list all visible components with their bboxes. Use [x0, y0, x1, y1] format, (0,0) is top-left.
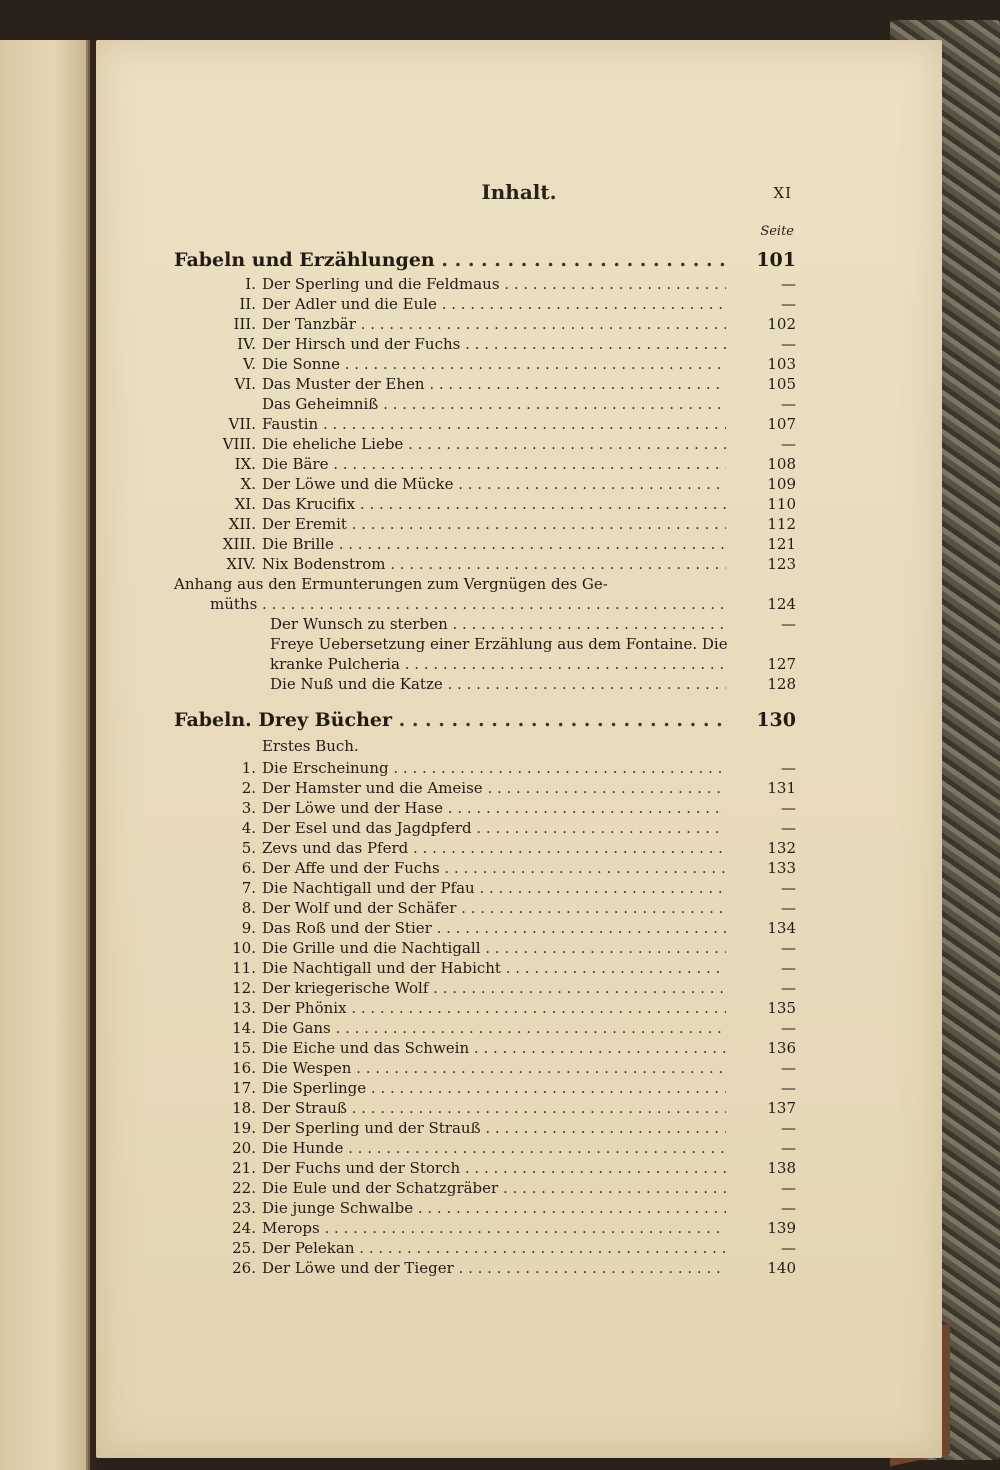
- toc-entry[interactable]: [174, 898, 796, 918]
- toc-entry-number: XIII.: [222, 535, 256, 553]
- toc-entry-title: Anhang aus den Ermunterungen zum Vergnügen des Ge-: [174, 575, 608, 593]
- toc-entry-title: Der Adler und die Eule . . .: [262, 294, 726, 314]
- toc-entry-title: Der Fuchs und der Storch . . .: [262, 1158, 726, 1178]
- toc-entry-title: Der Hirsch und der Fuchs . . .: [262, 334, 726, 354]
- toc-entry[interactable]: [174, 354, 796, 374]
- toc-entry-page: 134: [767, 919, 796, 937]
- toc-entry-page: 135: [767, 999, 796, 1017]
- book-page: [96, 40, 942, 1458]
- toc-entry-number: I.: [245, 275, 256, 293]
- toc-entry-number: VI.: [234, 375, 256, 393]
- toc-entry-number: 14.: [232, 1019, 256, 1037]
- toc-entry-title: Das Geheimniß . . .: [262, 394, 726, 414]
- toc-entry-title: Der Löwe und die Mücke . . .: [262, 474, 726, 494]
- toc-entry-title: Das Krucifix . . .: [262, 494, 726, 514]
- toc-entry-title: müths . . .: [210, 594, 726, 614]
- toc-entry-continuation[interactable]: [174, 594, 796, 614]
- toc-entry[interactable]: [174, 1198, 796, 1218]
- toc-entry-title: Die Nachtigall und der Habicht . . .: [262, 958, 726, 978]
- toc-entry-title: Die Bäre . . .: [262, 454, 726, 474]
- toc-entry-title: Fabeln. Drey Bücher . . .: [174, 706, 726, 734]
- toc-entry-page: 102: [767, 315, 796, 333]
- toc-entry[interactable]: [174, 958, 796, 978]
- toc-entry-title: Freye Uebersetzung einer Erzählung aus dem Fontaine. Die: [270, 635, 728, 653]
- toc-entry-page: 131: [767, 779, 796, 797]
- table-of-contents: [174, 246, 796, 1278]
- toc-entry[interactable]: [174, 1018, 796, 1038]
- toc-entry-number: 19.: [232, 1119, 256, 1137]
- toc-entry[interactable]: [174, 838, 796, 858]
- toc-entry[interactable]: [174, 1118, 796, 1138]
- toc-entry[interactable]: [174, 778, 796, 798]
- toc-entry-title: Der Wunsch zu sterben . . .: [270, 614, 726, 634]
- toc-entry-page: —: [781, 1179, 796, 1197]
- toc-entry-page: 107: [767, 415, 796, 433]
- toc-entry[interactable]: [174, 858, 796, 878]
- toc-entry-title: Die Brille . . .: [262, 534, 726, 554]
- toc-entry-number: 16.: [232, 1059, 256, 1077]
- toc-entry-page: —: [781, 959, 796, 977]
- toc-entry-page: —: [781, 899, 796, 917]
- toc-entry-page: 124: [767, 595, 796, 613]
- toc-entry-title: Die Gans . . .: [262, 1018, 726, 1038]
- toc-entry-title: Die Nachtigall und der Pfau . . .: [262, 878, 726, 898]
- toc-entry[interactable]: [174, 314, 796, 334]
- toc-entry-page: —: [781, 979, 796, 997]
- page-number: XI: [773, 184, 792, 202]
- toc-entry-title: Die Hunde . . .: [262, 1138, 726, 1158]
- toc-entry-title: Faustin . . .: [262, 414, 726, 434]
- toc-entry-number: 11.: [232, 959, 256, 977]
- toc-entry-title: Die Nuß und die Katze . . .: [270, 674, 726, 694]
- toc-entry[interactable]: [174, 274, 796, 294]
- toc-entry-title: Der Phönix . . .: [262, 998, 726, 1018]
- toc-entry-title: Die Eiche und das Schwein . . .: [262, 1038, 726, 1058]
- toc-entry-title: Der Strauß . . .: [262, 1098, 726, 1118]
- toc-entry-title: Die eheliche Liebe . . .: [262, 434, 726, 454]
- toc-entry-page: —: [781, 939, 796, 957]
- toc-entry-page: 138: [767, 1159, 796, 1177]
- toc-entry-title: Die Wespen . . .: [262, 1058, 726, 1078]
- toc-entry-page: —: [781, 879, 796, 897]
- toc-entry[interactable]: [174, 998, 796, 1018]
- toc-entry-title: Der Löwe und der Tieger . . .: [262, 1258, 726, 1278]
- toc-entry-number: 6.: [241, 859, 256, 877]
- toc-entry-title: Zevs und das Pferd . . .: [262, 838, 726, 858]
- toc-entry[interactable]: [174, 554, 796, 574]
- toc-entry-number: V.: [243, 355, 256, 373]
- toc-entry[interactable]: [174, 614, 796, 634]
- toc-entry-number: 1.: [241, 759, 256, 777]
- toc-entry-number: XI.: [234, 495, 256, 513]
- page-header: [96, 180, 942, 210]
- toc-entry-page: 112: [767, 515, 796, 533]
- toc-entry[interactable]: [174, 494, 796, 514]
- toc-subheading: Erstes Buch.: [262, 737, 359, 755]
- toc-entry-title: Die junge Schwalbe . . .: [262, 1198, 726, 1218]
- toc-entry-page: 109: [767, 475, 796, 493]
- toc-section-heading[interactable]: [174, 706, 796, 734]
- toc-entry[interactable]: [174, 634, 796, 654]
- toc-entry-page: —: [781, 1019, 796, 1037]
- toc-entry-number: 26.: [232, 1259, 256, 1277]
- toc-entry[interactable]: [174, 938, 796, 958]
- toc-entry[interactable]: [174, 394, 796, 414]
- toc-entry-page: —: [781, 435, 796, 453]
- toc-entry-number: XII.: [228, 515, 256, 533]
- toc-entry-page: 128: [767, 675, 796, 693]
- toc-entry-number: 25.: [232, 1239, 256, 1257]
- toc-entry-title: Der kriegerische Wolf . . .: [262, 978, 726, 998]
- toc-entry-title: Der Affe und der Fuchs . . .: [262, 858, 726, 878]
- toc-entry[interactable]: [174, 294, 796, 314]
- toc-entry-number: 3.: [241, 799, 256, 817]
- toc-entry[interactable]: [174, 878, 796, 898]
- toc-entry-number: 5.: [241, 839, 256, 857]
- toc-entry-page: —: [781, 819, 796, 837]
- toc-entry-title: Der Hamster und die Ameise . . .: [262, 778, 726, 798]
- toc-entry-number: 12.: [232, 979, 256, 997]
- toc-entry-title: Der Eremit . . .: [262, 514, 726, 534]
- toc-entry-title: Das Muster der Ehen . . .: [262, 374, 726, 394]
- toc-entry-number: 2.: [241, 779, 256, 797]
- toc-entry-title: Der Esel und das Jagdpferd . . .: [262, 818, 726, 838]
- toc-entry-page: —: [781, 395, 796, 413]
- toc-entry-page: —: [781, 615, 796, 633]
- toc-entry-page: 105: [767, 375, 796, 393]
- toc-entry-title: Die Erscheinung . . .: [262, 758, 726, 778]
- toc-entry-page: 108: [767, 455, 796, 473]
- toc-entry-number: IV.: [237, 335, 256, 353]
- toc-entry-page: —: [781, 1119, 796, 1137]
- toc-entry[interactable]: [174, 414, 796, 434]
- facing-left-page: [0, 40, 90, 1470]
- toc-entry-page: 137: [767, 1099, 796, 1117]
- toc-entry-page: —: [781, 275, 796, 293]
- toc-entry-page: —: [781, 1239, 796, 1257]
- page-column-label: Seite: [760, 224, 794, 239]
- toc-entry-title: Der Sperling und die Feldmaus . . .: [262, 274, 726, 294]
- toc-entry-title: Fabeln und Erzählungen . . .: [174, 246, 726, 274]
- toc-entry-page: 133: [767, 859, 796, 877]
- toc-entry-title: Der Wolf und der Schäfer . . .: [262, 898, 726, 918]
- toc-entry[interactable]: [174, 1158, 796, 1178]
- toc-entry-title: kranke Pulcheria . . .: [270, 654, 726, 674]
- toc-entry-page: —: [781, 759, 796, 777]
- toc-entry[interactable]: [174, 1138, 796, 1158]
- toc-entry[interactable]: [174, 798, 796, 818]
- toc-entry-title: Nix Bodenstrom . . .: [262, 554, 726, 574]
- toc-entry-title: Die Sperlinge . . .: [262, 1078, 726, 1098]
- toc-entry-page: 103: [767, 355, 796, 373]
- toc-entry[interactable]: [174, 978, 796, 998]
- toc-entry[interactable]: [174, 1078, 796, 1098]
- toc-entry-title: Das Roß und der Stier . . .: [262, 918, 726, 938]
- toc-entry-page: 140: [767, 1259, 796, 1277]
- toc-entry[interactable]: [174, 474, 796, 494]
- toc-entry-number: 8.: [241, 899, 256, 917]
- toc-entry[interactable]: [174, 918, 796, 938]
- toc-entry-number: III.: [233, 315, 256, 333]
- toc-entry-number: 18.: [232, 1099, 256, 1117]
- toc-entry-title: Die Sonne . . .: [262, 354, 726, 374]
- toc-entry-page: —: [781, 1139, 796, 1157]
- page-title: Inhalt.: [481, 180, 557, 204]
- toc-entry-number: 7.: [241, 879, 256, 897]
- toc-entry[interactable]: [174, 574, 796, 594]
- toc-entry-number: 20.: [232, 1139, 256, 1157]
- toc-entry[interactable]: [174, 334, 796, 354]
- toc-entry-page: 127: [767, 655, 796, 673]
- toc-entry-page: —: [781, 335, 796, 353]
- toc-entry-page: 101: [756, 249, 796, 271]
- toc-entry-number: XIV.: [226, 555, 256, 573]
- toc-entry-number: IX.: [234, 455, 256, 473]
- toc-entry-number: 9.: [241, 919, 256, 937]
- toc-entry-page: —: [781, 799, 796, 817]
- toc-entry-number: 10.: [232, 939, 256, 957]
- toc-entry-page: —: [781, 1199, 796, 1217]
- toc-entry-page: 132: [767, 839, 796, 857]
- toc-entry-page: 130: [756, 709, 796, 731]
- toc-entry[interactable]: [174, 1218, 796, 1238]
- toc-entry-title: Der Pelekan . . .: [262, 1238, 726, 1258]
- toc-entry-page: 110: [767, 495, 796, 513]
- toc-entry[interactable]: [174, 1098, 796, 1118]
- toc-entry[interactable]: [174, 1238, 796, 1258]
- toc-entry-page: 123: [767, 555, 796, 573]
- toc-entry-page: 121: [767, 535, 796, 553]
- toc-entry-number: 17.: [232, 1079, 256, 1097]
- toc-entry-page: —: [781, 1059, 796, 1077]
- toc-entry-number: 23.: [232, 1199, 256, 1217]
- toc-entry-number: 13.: [232, 999, 256, 1017]
- toc-entry[interactable]: [174, 514, 796, 534]
- toc-entry[interactable]: [174, 818, 796, 838]
- toc-entry-number: VIII.: [222, 435, 256, 453]
- toc-entry[interactable]: [174, 1178, 796, 1198]
- toc-entry-title: Der Tanzbär . . .: [262, 314, 726, 334]
- toc-entry[interactable]: [174, 454, 796, 474]
- toc-entry-page: 136: [767, 1039, 796, 1057]
- toc-entry[interactable]: [174, 1038, 796, 1058]
- toc-entry[interactable]: [174, 758, 796, 778]
- toc-entry[interactable]: [174, 674, 796, 694]
- toc-entry-number: 4.: [241, 819, 256, 837]
- toc-entry-number: VII.: [228, 415, 256, 433]
- toc-entry-continuation[interactable]: [174, 654, 796, 674]
- toc-entry-page: —: [781, 1079, 796, 1097]
- toc-entry-title: Die Eule und der Schatzgräber . . .: [262, 1178, 726, 1198]
- toc-entry-title: Der Sperling und der Strauß . . .: [262, 1118, 726, 1138]
- toc-entry-number: 15.: [232, 1039, 256, 1057]
- toc-entry-page: 139: [767, 1219, 796, 1237]
- toc-entry[interactable]: [174, 374, 796, 394]
- toc-entry-number: 22.: [232, 1179, 256, 1197]
- toc-entry-page: —: [781, 295, 796, 313]
- toc-entry[interactable]: [174, 1258, 796, 1278]
- toc-entry-number: 24.: [232, 1219, 256, 1237]
- toc-entry-title: Die Grille und die Nachtigall . . .: [262, 938, 726, 958]
- toc-entry[interactable]: [174, 534, 796, 554]
- toc-entry[interactable]: [174, 1058, 796, 1078]
- toc-entry-title: Der Löwe und der Hase . . .: [262, 798, 726, 818]
- toc-entry[interactable]: [174, 434, 796, 454]
- toc-entry-title: Merops . . .: [262, 1218, 726, 1238]
- toc-entry-number: II.: [239, 295, 256, 313]
- toc-entry-number: X.: [240, 475, 256, 493]
- toc-section-heading[interactable]: [174, 246, 796, 274]
- toc-entry-number: 21.: [232, 1159, 256, 1177]
